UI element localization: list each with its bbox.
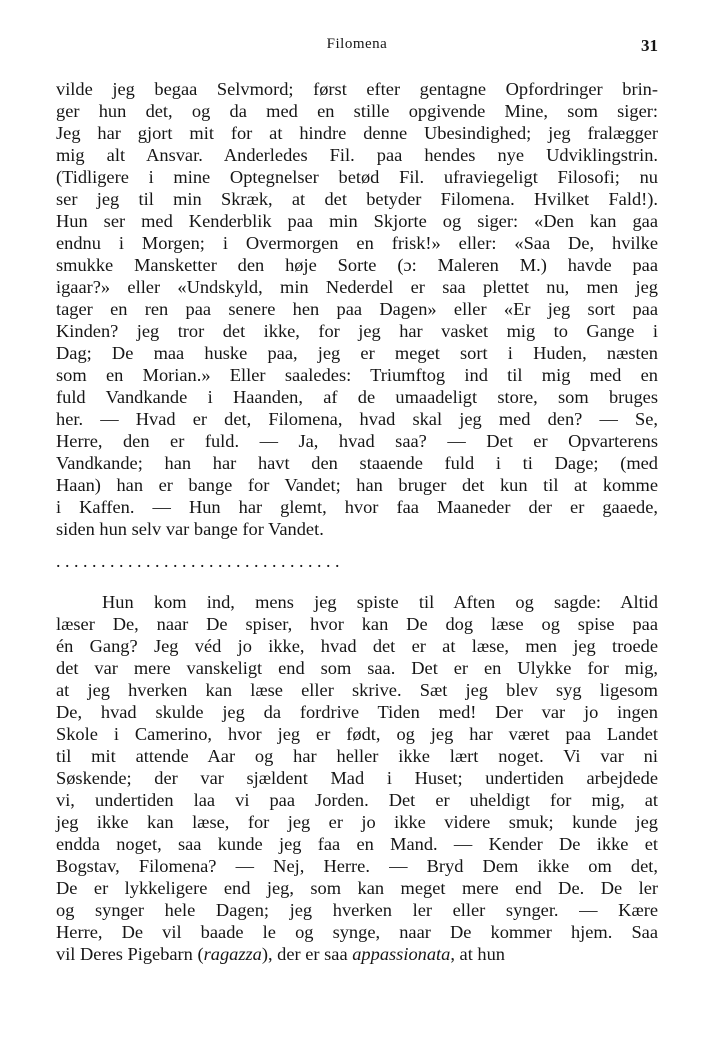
text-segment: Jeg har gjort mit for at hindre denne Ubesindighed; jeg fralægger xyxy=(56,123,658,143)
text-segment: Bogstav, Filomena? — Nej, Herre. — Bryd Dem ikke om det, xyxy=(56,856,658,876)
running-title: Filomena xyxy=(326,36,388,52)
text-line xyxy=(56,232,658,254)
text-line xyxy=(56,496,658,518)
text-segment: De er lykkeligere end jeg, som kan meget mere end De. De ler xyxy=(56,878,658,898)
paragraph-1 xyxy=(56,78,658,540)
text-segment: endda noget, saa kunde jeg faa en Mand. — Kender De ikke et xyxy=(56,834,658,854)
text-segment: vil Deres Pigebarn ( xyxy=(56,944,204,964)
text-segment: igaar?» eller «Undskyld, min Nederdel er saa plettet nu, men jeg xyxy=(56,277,658,297)
text-segment: siden hun selv var bange for Vandet. xyxy=(56,519,324,539)
text-line xyxy=(56,723,658,745)
text-line xyxy=(56,789,658,811)
text-line xyxy=(56,342,658,364)
page-number: 31 xyxy=(641,36,658,55)
text-line xyxy=(56,144,658,166)
text-segment: jeg ikke kan læse, for jeg er jo ikke videre smuk; kunde jeg xyxy=(56,812,658,832)
italic-text-segment: ragazza xyxy=(203,944,262,964)
text-segment: at jeg hverken kan læse eller skrive. Sæt jeg blev syg ligesom xyxy=(56,680,658,700)
italic-text-segment: appassionata xyxy=(352,944,451,964)
text-segment: Dag; De maa huske paa, jeg er meget sort i Huden, næsten xyxy=(56,343,658,363)
text-line xyxy=(56,320,658,342)
text-line xyxy=(56,877,658,899)
text-line xyxy=(56,100,658,122)
text-segment: ), der er saa xyxy=(261,944,353,964)
text-line xyxy=(56,767,658,789)
text-segment: ser jeg til min Skræk, at det betyder Filomena. Hvilket Fald!). xyxy=(56,189,658,209)
text-line xyxy=(56,474,658,496)
text-segment: ger hun det, og da med en stille opgivende Mine, som siger: xyxy=(56,101,658,121)
text-segment: Søskende; der var sjældent Mad i Huset; undertiden arbejdede xyxy=(56,768,658,788)
text-segment: smukke Mansketter den høje Sorte (ɔ: Maleren M.) havde paa xyxy=(56,255,658,275)
text-segment: vilde jeg begaa Selvmord; først efter gentagne Opfordringer brin- xyxy=(56,79,658,99)
text-line xyxy=(56,430,658,452)
text-line xyxy=(56,298,658,320)
text-segment: Herre, den er fuld. — Ja, hvad saa? — Det er Opvarterens xyxy=(56,431,658,451)
text-segment: (Tidligere i mine Optegnelser betød Fil. ufraviegeligt Filosofi; nu xyxy=(56,167,658,187)
text-segment: mig alt Ansvar. Anderledes Fil. paa hendes nye Udviklingstrin. xyxy=(56,145,658,165)
text-segment: , at hun xyxy=(450,944,505,964)
text-line xyxy=(56,811,658,833)
text-segment: endnu i Morgen; i Overmorgen en frisk!» eller: «Saa De, hvilke xyxy=(56,233,658,253)
text-line xyxy=(56,943,658,965)
text-line xyxy=(56,701,658,723)
paragraph-2 xyxy=(56,591,658,965)
text-segment: Kinden? jeg tror det ikke, for jeg har vasket mig to Gange i xyxy=(56,321,658,341)
text-line xyxy=(56,921,658,943)
text-line xyxy=(56,188,658,210)
text-segment: og synger hele Dagen; jeg hverken ler eller synger. — Kære xyxy=(56,900,658,920)
text-line xyxy=(56,613,658,635)
text-segment: her. — Hvad er det, Filomena, hvad skal jeg med den? — Se, xyxy=(56,409,658,429)
text-line xyxy=(56,591,658,613)
text-line xyxy=(56,518,658,540)
text-segment: Hun ser med Kenderblik paa min Skjorte og siger: «Den kan gaa xyxy=(56,211,658,231)
text-line xyxy=(56,254,658,276)
text-line xyxy=(56,833,658,855)
text-line xyxy=(56,210,658,232)
text-segment: vi, undertiden laa vi paa Jorden. Det er uheldigt for mig, at xyxy=(56,790,658,810)
text-line xyxy=(56,657,658,679)
page-header xyxy=(56,36,658,58)
text-line xyxy=(56,276,658,298)
section-separator-dots: . . . . . . . . . . . . . . . . . . . . . . . . . . . . . . . . xyxy=(56,551,340,571)
text-segment: tager en ren paa senere hen paa Dagen» eller «Er jeg sort paa xyxy=(56,299,658,319)
text-line xyxy=(56,78,658,100)
text-line xyxy=(56,452,658,474)
text-line xyxy=(56,899,658,921)
text-segment: læser De, naar De spiser, hvor kan De dog læse og spise paa xyxy=(56,614,658,634)
text-segment: det var mere vanskeligt end som saa. Det er en Ulykke for mig, xyxy=(56,658,658,678)
text-line xyxy=(56,745,658,767)
text-segment: Skole i Camerino, hvor jeg er født, og jeg har været paa Landet xyxy=(56,724,658,744)
text-segment: Vandkande; han har havt den staaende fuld i ti Dage; (med xyxy=(56,453,658,473)
text-segment: fuld Vandkande i Haanden, af de umaadeligt store, som bruges xyxy=(56,387,658,407)
text-line xyxy=(56,166,658,188)
text-line xyxy=(56,635,658,657)
text-segment: Herre, De vil baade le og synge, naar De kommer hjem. Saa xyxy=(56,922,658,942)
text-segment: Haan) han er bange for Vandet; han bruger det kun til at komme xyxy=(56,475,658,495)
text-line xyxy=(56,122,658,144)
text-segment: én Gang? Jeg véd jo ikke, hvad det er at læse, men jeg troede xyxy=(56,636,658,656)
text-segment: til mit attende Aar og har heller ikke lært noget. Vi var ni xyxy=(56,746,658,766)
text-segment: Hun kom ind, mens jeg spiste til Aften og sagde: Altid xyxy=(102,592,658,612)
text-segment: som en Morian.» Eller saaledes: Triumftog ind til mig med en xyxy=(56,365,658,385)
text-line xyxy=(56,855,658,877)
text-line xyxy=(56,679,658,701)
text-line xyxy=(56,408,658,430)
text-segment: De, hvad skulde jeg da fordrive Tiden med! Der var jo ingen xyxy=(56,702,658,722)
text-line xyxy=(56,364,658,386)
text-line xyxy=(56,386,658,408)
text-segment: i Kaffen. — Hun har glemt, hvor faa Maaneder der er gaaede, xyxy=(56,497,658,517)
